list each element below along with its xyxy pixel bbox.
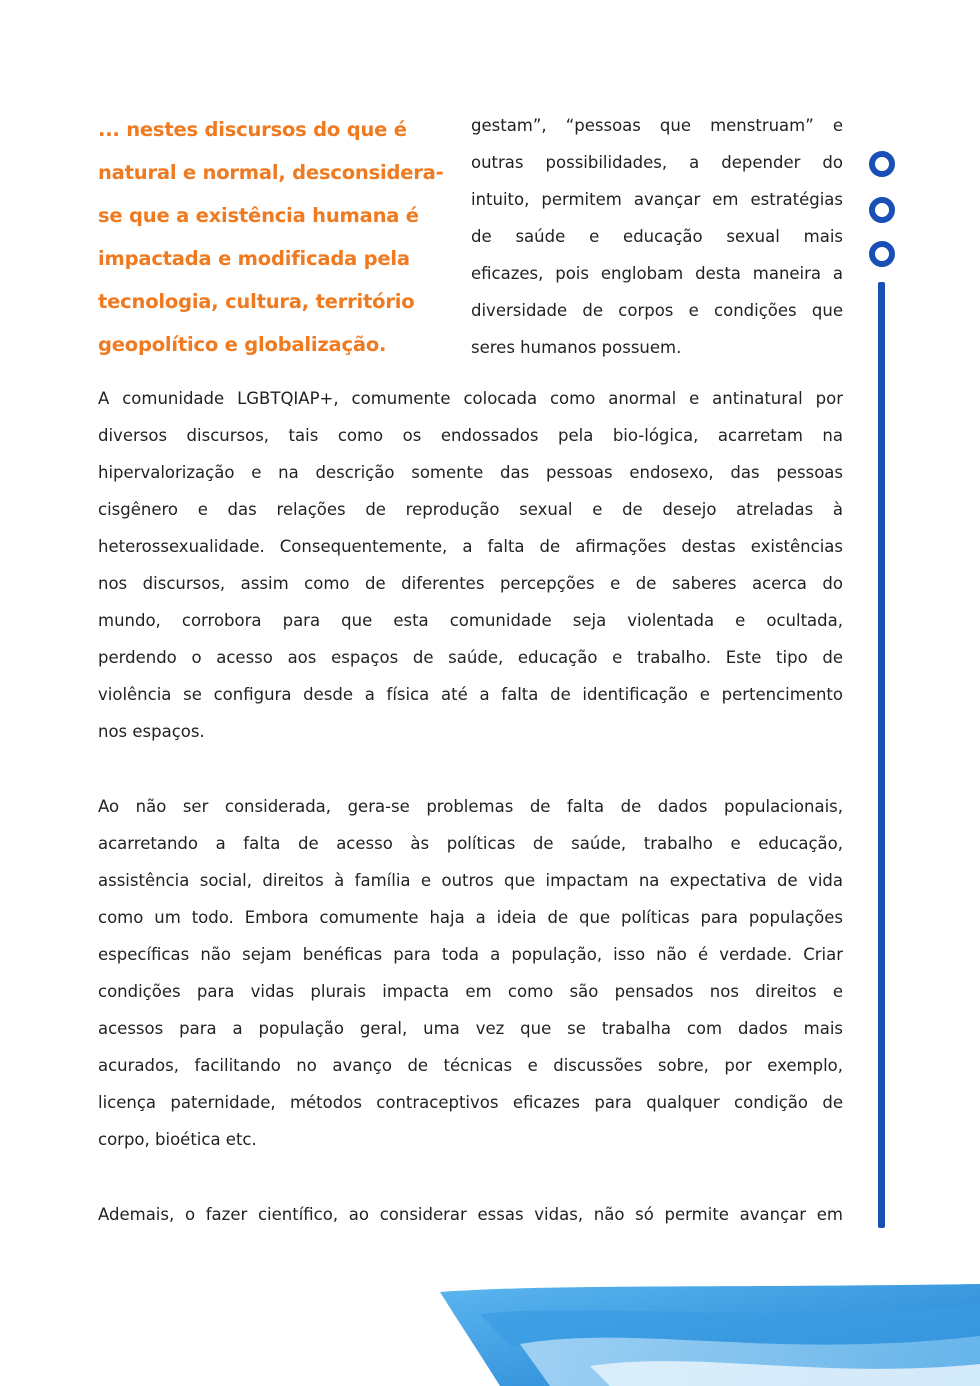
text-line: mundo, corrobora para que esta comunidade seja violentada e ocultada, (98, 611, 843, 630)
text-line: gestam”, “pessoas que menstruam” e (471, 116, 843, 135)
pull-quote-line: se que a existência humana é (98, 204, 419, 227)
text-line: de saúde e educação sexual mais (471, 227, 843, 246)
vertical-rule (878, 282, 885, 1228)
text-line: acessos para a população geral, uma vez que se trabalha com dados mais (98, 1019, 843, 1038)
text-line: Ademais, o fazer científico, ao considerar essas vidas, não só permite avançar em (98, 1205, 843, 1224)
text-line: violência se configura desde a física até a falta de identificação e pertencimento (98, 685, 843, 704)
pull-quote-line: tecnologia, cultura, território (98, 290, 415, 313)
body-paragraph-2 (98, 788, 843, 1158)
text-line: diversos discursos, tais como os endossados pela bio-lógica, acarretam na (98, 426, 843, 445)
pull-quote-line: impactada e modificada pela (98, 247, 410, 270)
text-line: condições para vidas plurais impacta em como são pensados nos direitos e (98, 982, 843, 1001)
text-line: específicas não sejam benéficas para toda a população, isso não é verdade. Criar (98, 945, 843, 964)
text-line: nos discursos, assim como de diferentes percepções e de saberes acerca do (98, 574, 843, 593)
text-line: intuito, permitem avançar em estratégias (471, 190, 843, 209)
text-line: acarretando a falta de acesso às políticas de saúde, trabalho e educação, (98, 834, 843, 853)
text-line: eficazes, pois englobam desta maneira a (471, 264, 843, 283)
text-line: seres humanos possuem. (471, 338, 682, 357)
column-paragraph (471, 107, 843, 366)
text-line: licença paternidade, métodos contraceptivos eficazes para qualquer condição de (98, 1093, 843, 1112)
text-line: A comunidade LGBTQIAP+, comumente colocada como anormal e antinatural por (98, 389, 843, 408)
text-line: nos espaços. (98, 722, 205, 741)
ring-icon (872, 244, 892, 264)
wave-decoration (440, 1284, 980, 1386)
text-line: como um todo. Embora comumente haja a ideia de que políticas para populações (98, 908, 843, 927)
ring-icon (872, 200, 892, 220)
text-line: hipervalorização e na descrição somente das pessoas endosexo, das pessoas (98, 463, 843, 482)
text-line: assistência social, direitos à família e outros que impactam na expectativa de vida (98, 871, 843, 890)
pull-quote-line: natural e normal, desconsidera- (98, 161, 444, 184)
text-line: corpo, bioética etc. (98, 1130, 257, 1149)
pull-quote (98, 108, 458, 366)
ring-icon (872, 154, 892, 174)
text-line: Ao não ser considerada, gera-se problemas de falta de dados populacionais, (98, 797, 843, 816)
pull-quote-line: ... nestes discursos do que é (98, 118, 407, 141)
text-line: heterossexualidade. Consequentemente, a falta de afirmações destas existências (98, 537, 843, 556)
text-line: acurados, facilitando no avanço de técnicas e discussões sobre, por exemplo, (98, 1056, 843, 1075)
body-paragraph-1 (98, 380, 843, 750)
text-line: cisgênero e das relações de reprodução sexual e de desejo atreladas à (98, 500, 843, 519)
side-decoration (862, 140, 902, 1240)
body-paragraph-3 (98, 1196, 843, 1233)
text-line: diversidade de corpos e condições que (471, 301, 843, 320)
text-line: perdendo o acesso aos espaços de saúde, educação e trabalho. Este tipo de (98, 648, 843, 667)
pull-quote-line: geopolítico e globalização. (98, 333, 387, 356)
text-line: outras possibilidades, a depender do (471, 153, 843, 172)
